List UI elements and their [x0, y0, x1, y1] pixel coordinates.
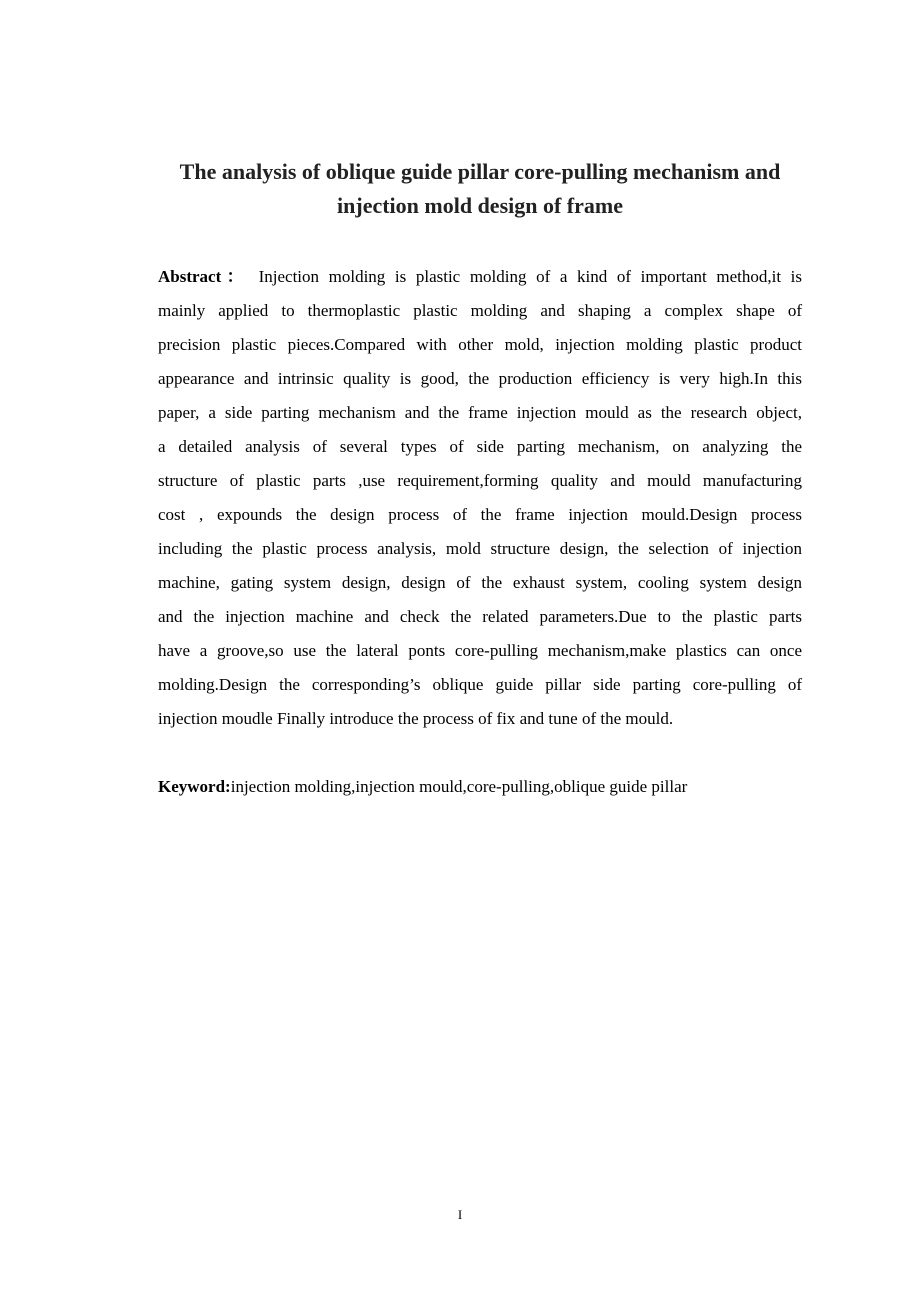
abstract-line: and the injection machine and check the related parameters.Due to the plastic parts — [158, 607, 802, 626]
abstract-line-text: Injection molding is plastic molding of a kind of important method,it is — [248, 267, 802, 286]
title-line-2: injection mold design of frame — [337, 193, 623, 218]
abstract-line: cost , expounds the design process of the frame injection mould.Design process — [158, 505, 802, 524]
keyword-label: Keyword: — [158, 777, 231, 796]
abstract-line: molding.Design the corresponding’s oblique guide pillar side parting core-pulling of — [158, 675, 802, 694]
title-line-1: The analysis of oblique guide pillar core-pulling mechanism and — [179, 159, 781, 184]
abstract-line: structure of plastic parts ,use requirement,forming quality and mould manufacturing — [158, 471, 802, 490]
keyword-text: injection molding,injection mould,core-pulling,oblique guide pillar — [230, 777, 688, 796]
abstract-line: mainly applied to thermoplastic plastic molding and shaping a complex shape of — [158, 301, 802, 320]
abstract-line: machine, gating system design, design of the exhaust system, cooling system design — [158, 573, 802, 592]
abstract-line: paper, a side parting mechanism and the frame injection mould as the research object, — [158, 403, 802, 422]
page-number: I — [457, 1207, 463, 1222]
abstract-line: precision plastic pieces.Compared with other mold, injection molding plastic product — [158, 335, 802, 354]
abstract-line: a detailed analysis of several types of side parting mechanism, on analyzing the — [158, 437, 802, 456]
abstract-line: injection moudle Finally introduce the process of fix and tune of the mould. — [158, 709, 674, 728]
abstract-line: including the plastic process analysis, mold structure design, the selection of injection — [158, 539, 802, 558]
abstract-line: appearance and intrinsic quality is good, the production efficiency is very high.In this — [158, 369, 802, 388]
paper-title — [140, 155, 820, 223]
abstract-line — [158, 260, 802, 294]
abstract-line: have a groove,so use the lateral ponts core-pulling mechanism,make plastics can once — [158, 641, 802, 660]
keyword-section — [158, 770, 802, 804]
abstract-label: Abstract： — [158, 267, 249, 286]
abstract-section — [158, 260, 802, 736]
